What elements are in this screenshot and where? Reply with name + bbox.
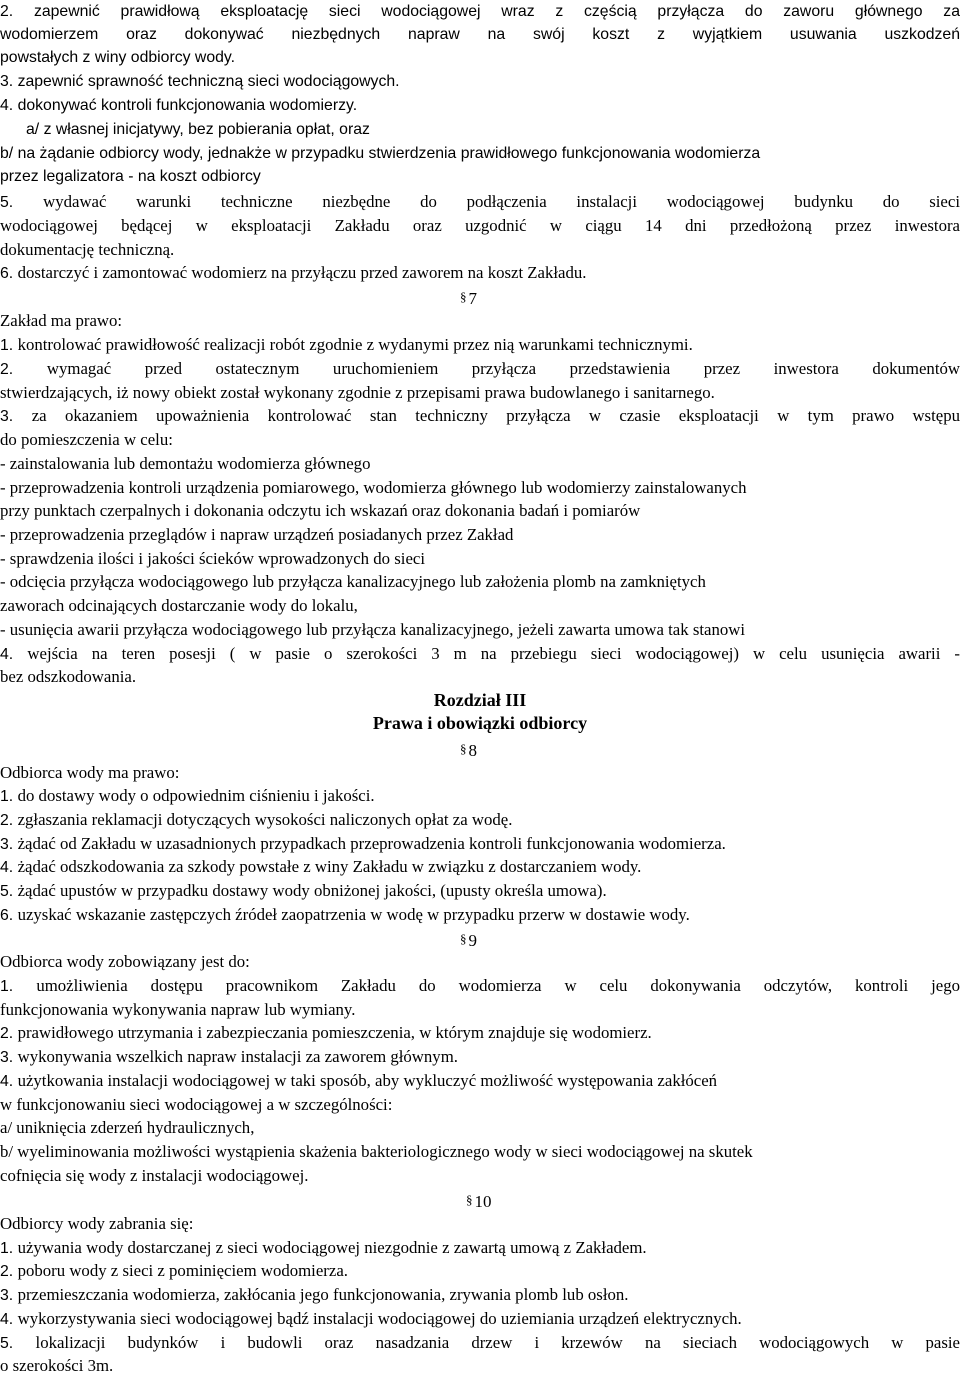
numbered-item-line [0,903,960,926]
numbered-item-line [0,784,960,807]
line-text: do pomieszczenia w celu: [0,430,173,449]
text-line [0,118,960,141]
line-text: - sprawdzenia ilości i jakości ścieków wprowadzonych do sieci [0,549,425,568]
line-text: lokalizacji budynków i budowli oraz nasadzania drzew i krzewów na sieciach wodociągowych w pasie [35,1333,960,1352]
paragraph-number [0,927,960,950]
line-text: - przeprowadzenia kontroli urządzenia pomiarowego, wodomierza głównego lub wodomierzy zainstalowanych [0,478,747,497]
numbered-item-line [0,879,960,902]
line-text: Zakład ma prawo: [0,311,123,330]
paragraph-number-value: 7 [468,289,477,308]
item-number: 3. [0,836,18,853]
item-number: 4. [0,97,18,114]
line-text: poboru wody z sieci z pominięciem wodomierza. [17,1261,348,1280]
line-text: użytkowania instalacji wodociągowej w taki sposób, aby wykluczyć możliwość występowania zakłóceń [17,1071,718,1090]
paragraph-number [0,1188,960,1211]
line-text: a/ uniknięcia zderzeń hydraulicznych, [0,1118,255,1137]
item-number: 3. [0,1049,18,1066]
text-line [0,1116,960,1139]
line-text: za okazaniem upoważnienia kontrolować stan techniczny przyłącza w czasie eksploatacji w tym prawo wstępu [31,406,960,425]
item-number: 2. [0,1263,18,1280]
line-text: kontrolować prawidłowość realizacji robót zgodnie z wydanymi przez nią warunkami technicznymi. [17,335,693,354]
line-text: - usunięcia awarii przyłącza wodociągowego lub przyłącza kanalizacyjnego, jeżeli zawarta umowa tak stanowi [0,620,746,639]
paragraph-number-value: 9 [468,931,477,950]
line-text: - przeprowadzenia przeglądów i napraw urządzeń posiadanych przez Zakład [0,525,514,544]
numbered-item-line [0,1021,960,1044]
item-number: 4. [0,1073,18,1090]
item-number: 3. [0,73,18,90]
line-text: Odbiorcy wody zabrania się: [0,1214,194,1233]
text-line [0,476,960,499]
line-text: przemieszczania wodomierza, zakłócania jego funkcjonowania, zrywania plomb lub osłon. [17,1285,629,1304]
item-number: 2. [0,361,47,378]
text-line [0,618,960,641]
line-text: b/ na żądanie odbiorcy wody, jednakże w przypadku stwierdzenia prawidłowego funkcjonowania wodomierza [0,145,761,162]
line-text: dostarczyć i zamontować wodomierz na przyłączu przed zaworem na koszt Zakładu. [17,263,587,282]
text-line [0,428,960,451]
text-line [0,214,960,237]
numbered-item-line [0,261,960,284]
line-text: b/ wyeliminowania możliwości wystąpienia skażenia bakteriologicznego wody w sieci wodociągowej na skutek [0,1142,753,1161]
line-text: wykonywania wszelkich napraw instalacji za zaworem głównym. [17,1047,458,1066]
text-line [0,665,960,688]
line-text: wejścia na teren posesji ( w pasie o szerokości 3 m na przebiegu sieci wodociągowej) w celu usunięcia awarii - [27,644,960,663]
item-number: 1. [0,978,37,995]
item-number: 6. [0,907,18,924]
line-text: bez odszkodowania. [0,667,137,686]
numbered-item-line [0,70,960,93]
line-text: w funkcjonowaniu sieci wodociągowej a w szczególności: [0,1095,393,1114]
item-number: 6. [0,265,18,282]
line-text: Odbiorca wody zobowiązany jest do: [0,952,250,971]
item-number: 1. [0,1240,18,1257]
text-line [0,1164,960,1187]
section-heading: Rozdział III [433,690,527,710]
text-line [0,452,960,475]
line-text: żądać upustów w przypadku dostawy wody obniżonej jakości, (upusty określa umowa). [17,881,607,900]
line-text: dokumentację techniczną. [0,240,175,259]
item-number: 4. [0,1311,18,1328]
item-number: 5. [0,1335,36,1352]
item-number: 5. [0,883,18,900]
item-number: 1. [0,788,18,805]
numbered-item-line [0,94,960,117]
line-text: żądać odszkodowania za szkody powstałe z winy Zakładu w związku z dostarczaniem wody. [17,857,642,876]
line-text: zgłaszania reklamacji dotyczących wysokości naliczonych opłat za wodę. [17,810,513,829]
line-text: używania wody dostarczanej z sieci wodociągowej niezgodnie z zawartą umową z Zakładem. [17,1238,647,1257]
line-text: wodomierzem oraz dokonywać niezbędnych napraw na swój koszt z wyjątkiem usuwania uszkodzeń [0,26,960,43]
line-text: wykorzystywania sieci wodociągowej bądź instalacji wodociągowej do uziemiania urządzeń elektrycznych. [17,1309,742,1328]
numbered-item-line [0,190,960,213]
text-line [0,1093,960,1116]
numbered-item-line [0,832,960,855]
line-text: wymagać przed ostatecznym uruchomieniem przyłącza przedstawienia przez inwestora dokumentów [46,359,960,378]
line-text: funkcjonowania wykonywania napraw lub wymiany. [0,1000,356,1019]
text-line [0,1212,960,1235]
item-number: 3. [0,1287,18,1304]
line-text: - zainstalowania lub demontażu wodomierza głównego [0,454,371,473]
item-number: 4. [0,859,18,876]
line-text: zaworach odcinających dostarczanie wody do lokalu, [0,596,358,615]
numbered-item-line [0,333,960,356]
text-line [0,998,960,1021]
line-text: - odcięcia przyłącza wodociągowego lub przyłącza kanalizacyjnego lub założenia plomb na zamkniętych [0,572,706,591]
numbered-item-line [0,1331,960,1354]
numbered-item-line [0,1236,960,1259]
text-line [0,594,960,617]
line-text: wydawać warunki techniczne niezbędne do podłączenia instalacji wodociągowej budynku do sieci [43,192,960,211]
line-text: żądać od Zakładu w uzasadnionych przypadkach przeprowadzenia kontroli funkcjonowania wodomierza. [17,834,726,853]
text-line [0,523,960,546]
numbered-item-line [0,0,960,23]
text-line [0,499,960,522]
line-text: Odbiorca wody ma prawo: [0,763,180,782]
item-number: 2. [0,812,18,829]
text-line [0,570,960,593]
section-sign-icon: § [460,741,467,756]
numbered-item-line [0,808,960,831]
line-text: prawidłowego utrzymania i zabezpieczania pomieszczenia, w którym znajduje się wodomierz. [17,1023,652,1042]
numbered-item-line [0,404,960,427]
line-text: uzyskać wskazanie zastępczych źródeł zaopatrzenia w wodę w przypadku przerw w dostawie wody. [17,905,690,924]
text-line [0,238,960,261]
text-line [0,23,960,46]
line-text: powstałych z winy odbiorcy wody. [0,49,236,66]
numbered-item-line [0,855,960,878]
line-text: wodociągowej będącej w eksploatacji Zakładu oraz uzgodnić w ciągu 14 dni przedłożoną przez inwestora [0,216,960,235]
text-line [0,46,960,69]
numbered-item-line [0,974,960,997]
line-text: umożliwienia dostępu pracownikom Zakładu do wodomierza w celu dokonywania odczytów, kontroli jego [36,976,960,995]
numbered-item-line [0,1307,960,1330]
item-number: 2. [0,1025,18,1042]
section-sign-icon: § [466,1192,473,1207]
paragraph-number [0,737,960,760]
numbered-item-line [0,357,960,380]
text-line [0,950,960,973]
numbered-item-line [0,1045,960,1068]
numbered-item-line [0,1259,960,1282]
line-text: cofnięcia się wody z instalacji wodociągowej. [0,1166,309,1185]
line-text: dokonywać kontroli funkcjonowania wodomierzy. [17,97,358,114]
item-number: 2. [0,3,34,20]
item-number: 5. [0,194,44,211]
numbered-item-line [0,1069,960,1092]
line-text: zapewnić sprawność techniczną sieci wodociągowych. [17,73,400,90]
line-text: przez legalizatora - na koszt odbiorcy [0,168,261,185]
text-line [0,142,960,165]
section-heading: Prawa i obowiązki odbiorcy [372,713,588,733]
item-number: 1. [0,337,18,354]
text-line [0,761,960,784]
line-text: o szerokości 3m. [0,1356,114,1375]
line-text: przy punktach czerpalnych i dokonania odczytu ich wskazań oraz dokonania badań i pomiarów [0,501,641,520]
item-number: 3. [0,408,32,425]
line-text: a/ z własnej inicjatywy, bez pobierania opłat, oraz [26,121,370,138]
item-number: 4. [0,646,28,663]
line-text: zapewnić prawidłową eksploatację sieci wodociągowej wraz z częścią przyłącza do zaworu głównego za [33,3,960,20]
text-line [0,165,960,188]
section-sign-icon: § [460,931,467,946]
numbered-item-line [0,642,960,665]
text-line [0,309,960,332]
text-line [0,381,960,404]
text-line [0,547,960,570]
line-text: do dostawy wody o odpowiednim ciśnieniu i jakości. [17,786,375,805]
line-text: stwierdzających, iż nowy obiekt został wykonany zgodnie z przepisami prawa budowlanego i sanitarnego. [0,383,715,402]
paragraph-number-value: 10 [474,1192,492,1211]
numbered-item-line [0,1283,960,1306]
paragraph-number [0,285,960,308]
section-sign-icon: § [460,289,467,304]
text-line [0,1354,960,1377]
text-line [0,1140,960,1163]
paragraph-number-value: 8 [468,741,477,760]
